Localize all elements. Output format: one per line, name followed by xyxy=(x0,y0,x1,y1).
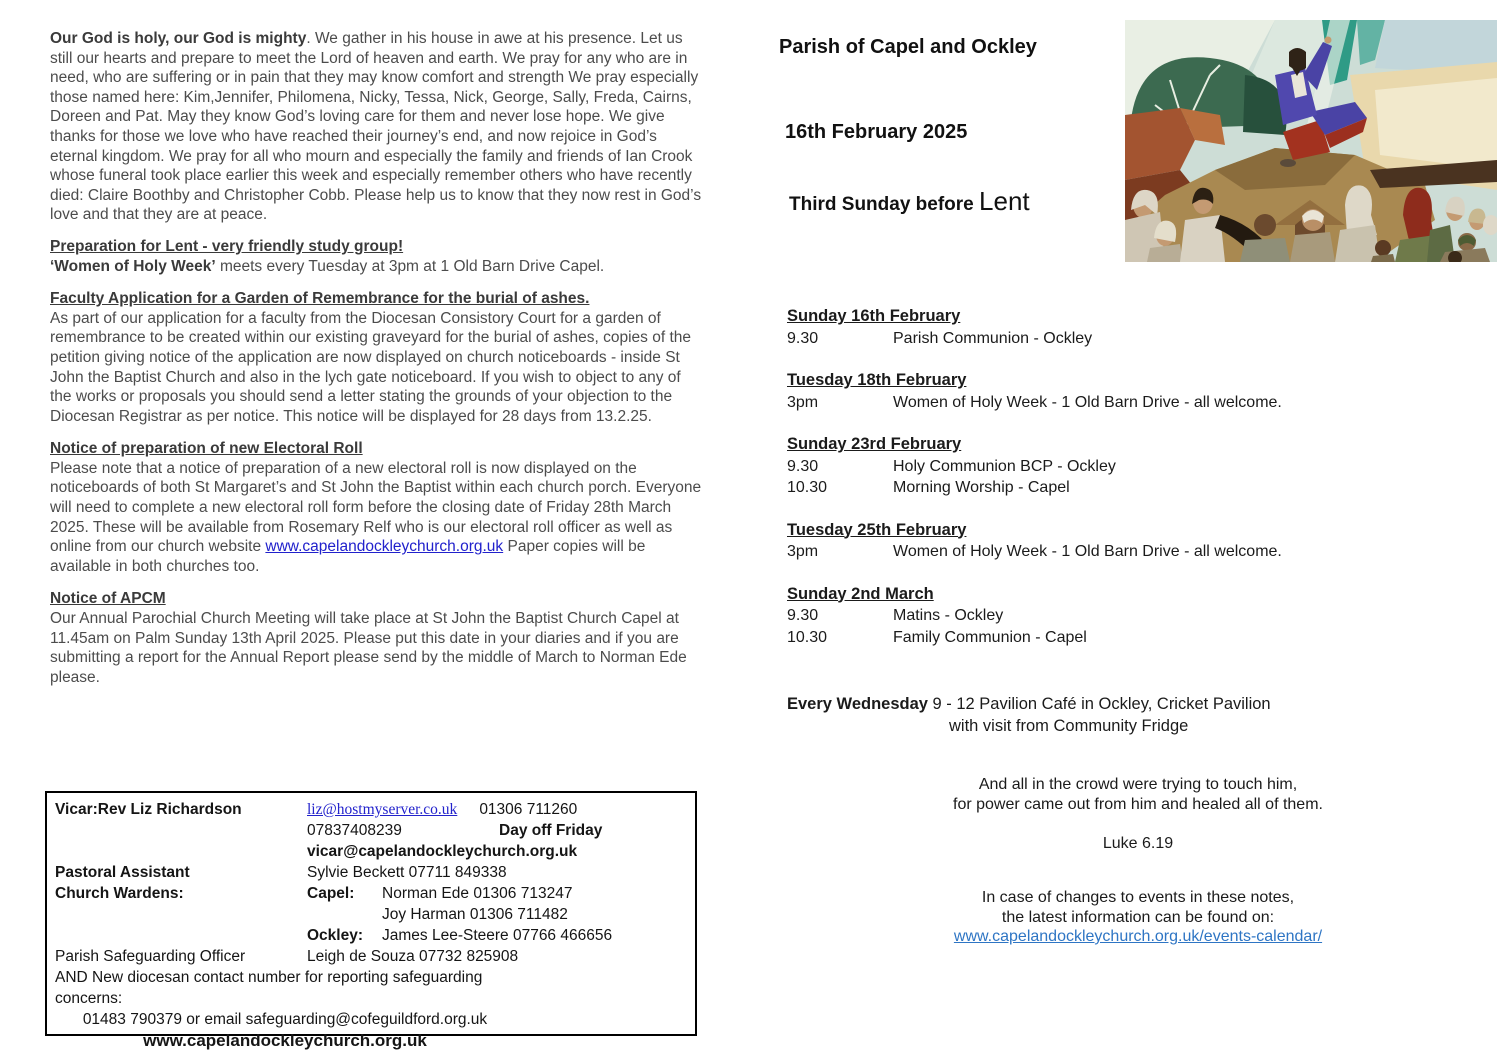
schedule-row xyxy=(787,392,1407,414)
schedule-row xyxy=(787,328,1407,350)
event-time: 9.30 xyxy=(787,607,819,624)
schedule-group xyxy=(787,370,1407,413)
capel-warden-label: Capel: xyxy=(307,885,355,902)
section-lent-preparation xyxy=(50,237,705,276)
event-desc: Family Communion - Capel xyxy=(893,628,1087,646)
opening-prayer-text: . We gather in his house in awe at his presence. Let us still our hearts and prepare to meet the Lord of heaven and earth. We pray for any who are in need, who are suffering or in pain that they may know comfort and strength We pray especially those named here: Kim,Jennifer, Philomena, Nicky, Tessa, Nick, George, Sally, Freda, Cairns, Doreen and Pat. May they know God’s loving care for them and never lose hope. We give thanks for those we love who have reached their journey’s end, and now rejoice in God’s eternal kingdom. We pray for all who mourn and especially the family and friends of Ian Crook whose funeral took place earlier this week and especially remember others who have recently died: Claire Boothby and Christopher Cobb. Please help us to know that they now rest in God’s love and that they are at peace. xyxy=(50,30,702,224)
scripture-quote xyxy=(838,775,1438,814)
changes-note xyxy=(838,888,1438,947)
scripture-quote-line1: And all in the crowd were trying to touch him, xyxy=(978,776,1298,793)
vicar-phone: 01306 711260 xyxy=(479,801,578,818)
schedule-row xyxy=(787,541,1407,563)
every-wednesday-note xyxy=(787,694,1397,737)
schedule-group xyxy=(787,584,1407,649)
section-faculty-application xyxy=(50,289,705,426)
scripture-quote-line2: for power came out from him and healed all of them. xyxy=(953,795,1323,813)
opening-prayer-bold: Our God is holy, our God is mighty xyxy=(50,30,307,47)
services-schedule xyxy=(787,306,1407,669)
section-body: As part of our application for a faculty from the Diocesan Consistory Court for a garden of remembrance to be created within our existing graveyard for the burial of ashes, copies of the petition giving notice of the application are now displayed on church noticeboards - inside St John the Baptist Church and also in the lych gate noticeboard. If you wish to object to any of the works or proposals you should send a letter stating the grounds of your objection to the Diocesan Registrar as per notice. This notice will be displayed for 28 days from 13.2.25. xyxy=(50,309,692,425)
event-time: 9.30 xyxy=(787,329,819,347)
schedule-group xyxy=(787,306,1407,349)
electoral-roll-website-link[interactable]: www.capelandockleychurch.org.uk xyxy=(265,538,504,556)
section-body: Paper copies will be available in both churches too. xyxy=(50,538,646,575)
event-desc: Holy Communion BCP - Ockley xyxy=(893,457,1116,475)
scripture-reference: Luke 6.19 xyxy=(1102,835,1174,852)
liturgical-day-emphasis: Lent xyxy=(979,186,1030,216)
section-heading: Faculty Application for a Garden of Remembrance for the burial of ashes. xyxy=(50,290,590,308)
section-heading: Notice of preparation of new Electoral Roll xyxy=(50,440,363,458)
liturgical-day-prefix: Third Sunday before xyxy=(789,194,980,215)
church-website: www.capelandockleychurch.org.uk xyxy=(143,1031,427,1050)
schedule-row xyxy=(787,477,1407,499)
event-time: 10.30 xyxy=(787,479,828,496)
event-desc: Women of Holy Week - 1 Old Barn Drive - all welcome. xyxy=(893,543,1282,560)
event-time: 3pm xyxy=(787,543,819,560)
diocesan-safeguarding-contact: 01483 790379 or email safeguarding@cofeguildford.org.uk xyxy=(82,1011,488,1028)
changes-note-line2: the latest information can be found on: xyxy=(1001,908,1275,926)
schedule-row xyxy=(787,456,1407,478)
every-wednesday-bold: Every Wednesday xyxy=(787,695,928,713)
ockley-warden-value: James Lee-Steere 07766 466656 xyxy=(382,927,613,944)
pastoral-assistant-value: Sylvie Beckett 07711 849338 xyxy=(307,864,507,881)
schedule-heading: Sunday 16th February xyxy=(787,307,961,325)
section-apcm xyxy=(50,589,705,687)
every-wednesday-line2: with visit from Community Fridge xyxy=(949,716,1189,735)
event-desc: Parish Communion - Ockley xyxy=(893,329,1093,347)
every-wednesday-text: 9 - 12 Pavilion Café in Ockley, Cricket Pavilion xyxy=(927,695,1271,713)
section-body: meets every Tuesday at 3pm at 1 Old Barn Drive Capel. xyxy=(215,257,605,275)
schedule-group xyxy=(787,434,1407,499)
diocesan-safeguarding-line: AND New diocesan contact number for reporting safeguarding concerns: xyxy=(55,969,483,1007)
events-calendar-link[interactable]: www.capelandockleychurch.org.uk/events-calendar/ xyxy=(953,928,1323,945)
schedule-heading: Tuesday 25th February xyxy=(787,520,967,539)
section-body: Please note that a notice of preparation of a new electoral roll is now displayed on the noticeboards of both St Margaret’s and St John the Baptist within each church porch. Everyone will need to complete a new electoral roll form before the closing date of Friday 28th March 2025. These will be available from Rosemary Relf who is our electoral roll officer as well as online from our church website xyxy=(50,459,702,556)
day-off-note: Day off Friday xyxy=(499,822,603,839)
event-time: 10.30 xyxy=(787,628,828,646)
section-electoral-roll xyxy=(50,439,705,576)
safeguarding-officer-value: Leigh de Souza 07732 825908 xyxy=(307,948,519,965)
event-desc: Matins - Ockley xyxy=(893,607,1004,624)
capel-warden-2: Joy Harman 01306 711482 xyxy=(382,906,568,923)
ockley-warden-label: Ockley: xyxy=(307,927,364,944)
women-of-holy-week-bold: ‘Women of Holy Week’ xyxy=(50,257,216,275)
liturgical-day xyxy=(789,186,1030,217)
event-time: 9.30 xyxy=(787,457,819,475)
schedule-row xyxy=(787,605,1407,627)
section-heading: Notice of APCM xyxy=(50,590,166,608)
parish-title: Parish of Capel and Ockley xyxy=(779,36,1037,58)
schedule-heading: Sunday 23rd February xyxy=(787,435,962,453)
vicar-label: Vicar:Rev Liz Richardson xyxy=(55,801,242,818)
opening-prayer-paragraph xyxy=(50,29,705,225)
vicar-email-link[interactable]: liz@hostmyserver.co.uk xyxy=(307,801,458,818)
church-wardens-label: Church Wardens: xyxy=(55,885,184,902)
capel-warden-1: Norman Ede 01306 713247 xyxy=(382,885,573,902)
schedule-heading: Tuesday 18th February xyxy=(787,371,967,389)
vicar-parish-email: vicar@capelandockleychurch.org.uk xyxy=(307,843,578,860)
contact-box xyxy=(45,791,697,1050)
jesus-teaching-crowd-painting xyxy=(1125,20,1497,262)
section-body: Our Annual Parochial Church Meeting will take place at St John the Baptist Church Capel at 11.45am on Palm Sunday 13th April 2025. Please put this date in your diaries and if you are submitting a report for the Annual Report please send by the middle of March to Norman Ede please. xyxy=(50,610,687,686)
left-column xyxy=(50,29,705,700)
pastoral-assistant-label: Pastoral Assistant xyxy=(55,864,190,881)
event-desc: Morning Worship - Capel xyxy=(893,479,1070,496)
section-heading: Preparation for Lent - very friendly study group! xyxy=(50,237,404,255)
vicar-mobile: 07837408239 xyxy=(307,822,402,839)
schedule-group xyxy=(787,520,1407,563)
changes-note-line1: In case of changes to events in these notes, xyxy=(981,889,1295,906)
event-desc: Women of Holy Week - 1 Old Barn Drive - all welcome. xyxy=(893,393,1282,411)
schedule-row xyxy=(787,627,1407,649)
event-time: 3pm xyxy=(787,393,819,411)
safeguarding-officer-label: Parish Safeguarding Officer xyxy=(55,948,246,965)
issue-date: 16th February 2025 xyxy=(785,121,968,143)
schedule-heading: Sunday 2nd March xyxy=(787,584,934,603)
